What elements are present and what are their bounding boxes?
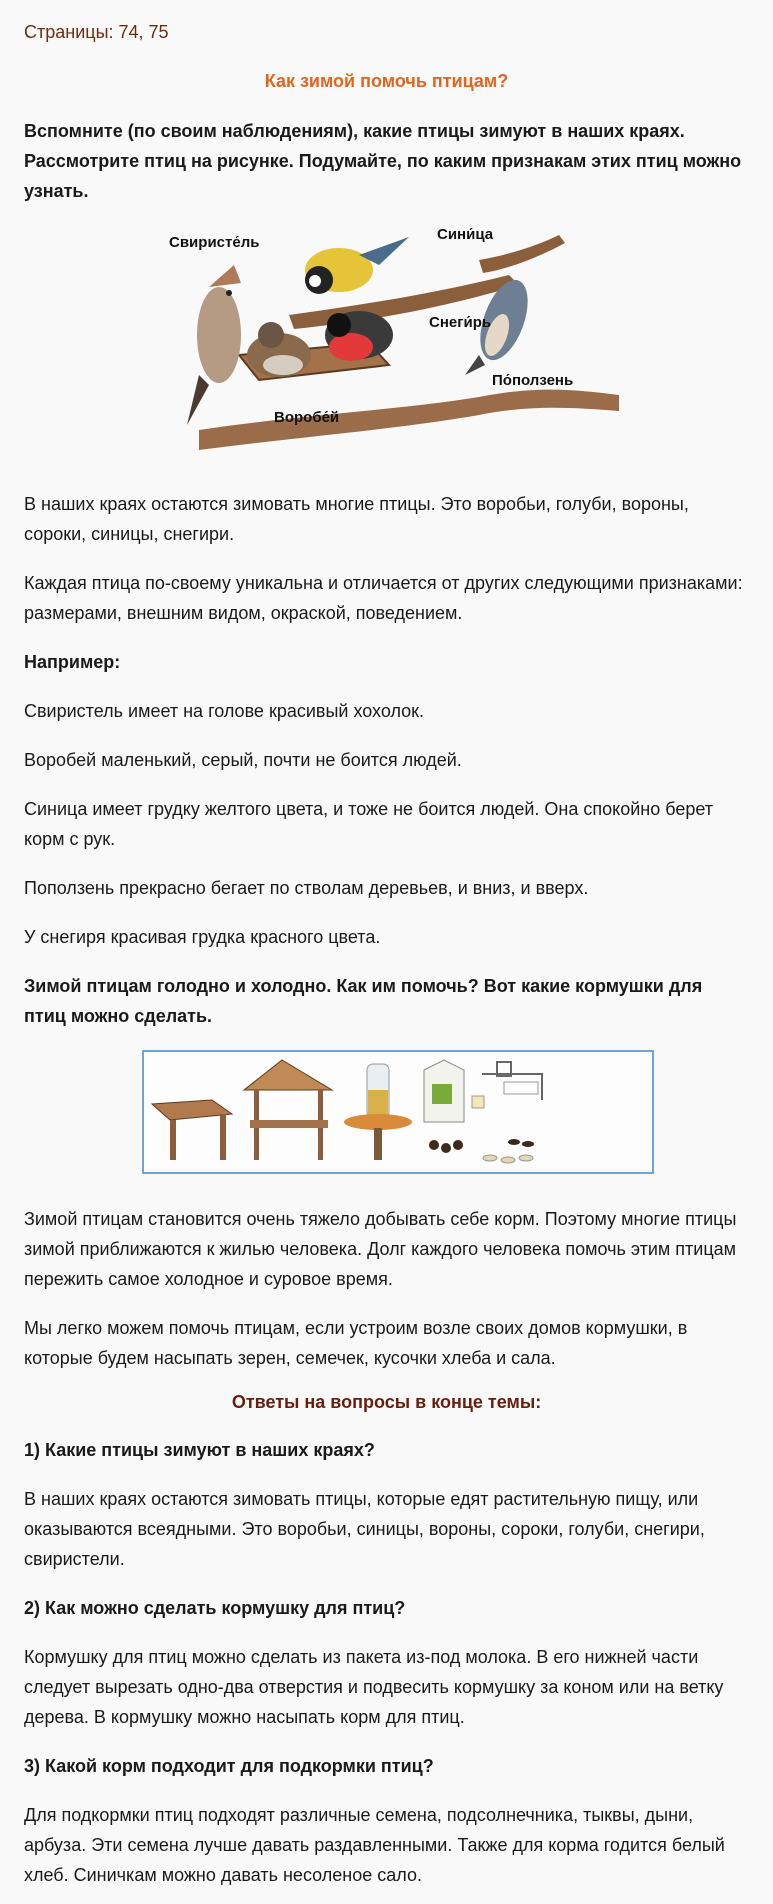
- example-4: Поползень прекрасно бегает по стволам деревьев, и вниз, и вверх.: [24, 878, 589, 898]
- label-sparrow: Воробе́й: [274, 409, 340, 426]
- paragraph-3: Зимой птицам становится очень тяжело добывать себе корм. Поэтому многие птицы зимой приближаются к жилью человека. Долг каждого человека помочь этим птицам пережить самое холодное и суровое время.: [24, 1209, 737, 1289]
- bullfinch-bird: [325, 311, 393, 361]
- paragraph-4: Мы легко можем помочь птицам, если устроим возле своих домов кормушки, в которые будем насыпать зерен, семечек, кусочки хлеба и сала.: [24, 1318, 688, 1368]
- birds-illustration: [169, 225, 619, 465]
- label-waxwing: Свиристе́ль: [169, 234, 260, 251]
- tit-bird: [305, 237, 409, 294]
- waxwing-bird: [187, 265, 241, 425]
- page-title: Как зимой помочь птицам?: [264, 71, 509, 91]
- feeders-question: Зимой птицам голодно и холодно. Как им помочь? Вот какие кормушки для птиц можно сделать.: [24, 976, 703, 1026]
- example-2: Воробей маленький, серый, почти не боится людей.: [24, 750, 462, 770]
- question-2: 2) Как можно сделать кормушку для птиц?: [24, 1598, 406, 1618]
- answers-heading: Ответы на вопросы в конце темы:: [231, 1392, 542, 1412]
- question-3: 3) Какой корм подходит для подкормки птиц?: [24, 1756, 434, 1776]
- label-bullfinch: Снеги́рь: [429, 314, 492, 331]
- example-5: У снегиря красивая грудка красного цвета.: [24, 927, 381, 947]
- pages-label: Страницы: 74, 75: [24, 22, 169, 42]
- answer-3: Для подкормки птиц подходят различные семена, подсолнечника, тыквы, дыни, арбуза. Эти семена лучше давать раздавленными. Также для корма годится белый хлеб. Синичкам можно давать несоленое сало.: [24, 1805, 725, 1885]
- answer-2: Кормушку для птиц можно сделать из пакета из-под молока. В его нижней части следует вырезать одно-два отверстия и подвесить кормушку за коном или на ветку дерева. В кормушку можно насыпать корм для птиц.: [24, 1647, 724, 1727]
- paragraph-2: Каждая птица по-своему уникальна и отличается от других следующими признаками: размерами, внешним видом, окраской, поведением.: [24, 573, 743, 623]
- sparrow-bird: [247, 322, 311, 377]
- label-nuthatch: По́ползень: [492, 372, 574, 389]
- branch-bottom: [199, 390, 619, 450]
- intro-question: Вспомните (по своим наблюдениям), какие птицы зимуют в наших краях. Рассмотрите птиц на рисунке. Подумайте, по каким признакам этих птиц можно узнать.: [24, 121, 742, 201]
- question-1: 1) Какие птицы зимуют в наших краях?: [24, 1440, 375, 1460]
- answer-1: В наших краях остаются зимовать птицы, которые едят растительную пищу, или оказываются всеядными. Это воробьи, синицы, вороны, сороки, голуби, снегири, свиристели.: [24, 1489, 705, 1569]
- example-label: Например:: [24, 652, 121, 672]
- label-tit: Сини́ца: [437, 226, 494, 243]
- example-3: Синица имеет грудку желтого цвета, и тоже не боится людей. Она спокойно берет корм с рук.: [24, 799, 714, 849]
- feeders-illustration: [142, 1050, 654, 1174]
- paragraph-1: В наших краях остаются зимовать многие птицы. Это воробьи, голуби, вороны, сороки, синицы, снегири.: [24, 494, 689, 544]
- example-1: Свиристель имеет на голове красивый хохолок.: [24, 701, 425, 721]
